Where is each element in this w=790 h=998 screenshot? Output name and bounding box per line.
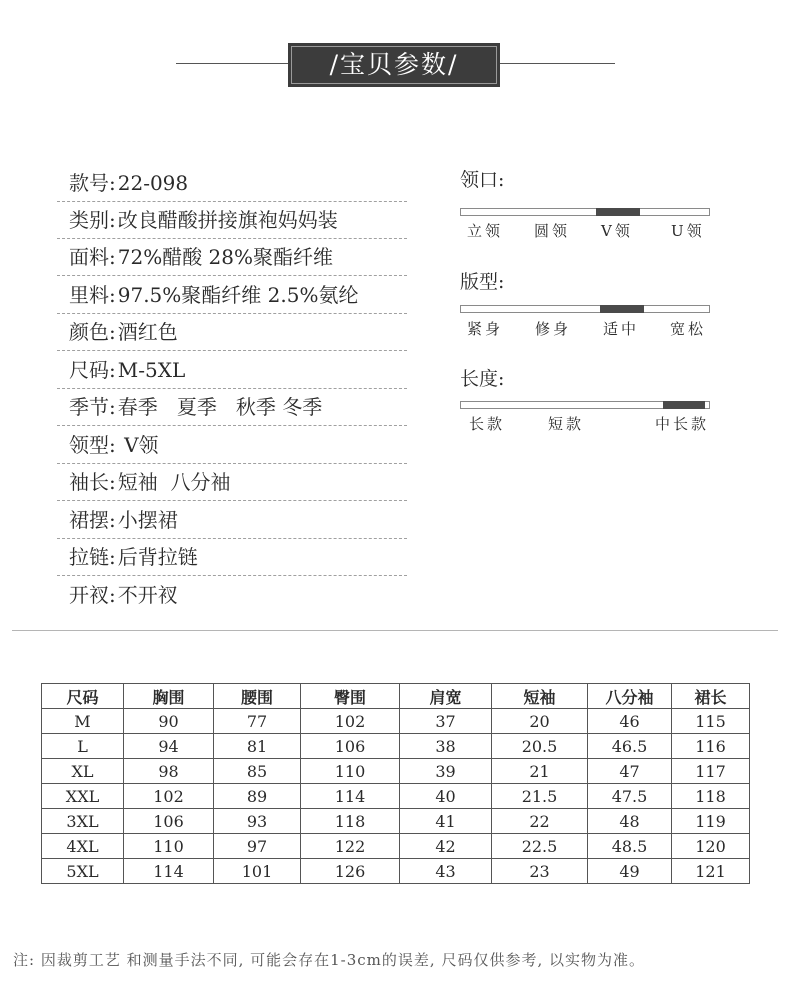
table-cell: 43 (400, 859, 492, 884)
table-cell: 118 (672, 784, 750, 809)
spec-row-slit (57, 577, 407, 614)
table-row (42, 834, 750, 859)
table-row (42, 809, 750, 834)
table-cell: 110 (124, 834, 214, 859)
table-cell: 4XL (42, 834, 124, 859)
table-cell: 98 (124, 759, 214, 784)
spec-label: 类别: (69, 208, 116, 232)
spec-row-zipper (57, 539, 407, 576)
disclaimer-note: 注: 因裁剪工艺 和测量手法不同, 可能会存在1-3cm的误差, 尺码仅供参考, 以实物为准。 (13, 951, 645, 969)
table-cell: 110 (301, 759, 400, 784)
fit-option-label: 紧身 (467, 320, 504, 338)
spec-value: M-5XL (117, 358, 186, 382)
table-cell: M (42, 709, 124, 734)
length-option-label: 长款 (469, 415, 506, 433)
length-option-label: 短款 (548, 415, 585, 433)
spec-row-style-no (57, 165, 407, 202)
collar-title: 领口: (460, 169, 505, 191)
table-header-row (42, 684, 750, 709)
table-cell: 47.5 (588, 784, 672, 809)
table-cell: 21 (492, 759, 588, 784)
table-cell: 48 (588, 809, 672, 834)
table-cell: 38 (400, 734, 492, 759)
table-cell: 48.5 (588, 834, 672, 859)
table-cell: 5XL (42, 859, 124, 884)
spec-label: 款号: (69, 171, 116, 195)
table-cell: 115 (672, 709, 750, 734)
table-cell: 117 (672, 759, 750, 784)
table-cell: 126 (301, 859, 400, 884)
spec-row-fabric (57, 239, 407, 276)
spec-label: 尺码: (69, 358, 116, 382)
spec-value: 22-098 (117, 171, 189, 195)
table-row (42, 709, 750, 734)
fit-title: 版型: (460, 271, 505, 293)
table-cell: 23 (492, 859, 588, 884)
table-cell: 49 (588, 859, 672, 884)
spec-row-category (57, 202, 407, 239)
spec-value: 97.5%聚酯纤维 2.5%氨纶 (117, 283, 359, 307)
table-cell: 22.5 (492, 834, 588, 859)
table-cell: 77 (214, 709, 301, 734)
table-cell: 122 (301, 834, 400, 859)
table-row (42, 859, 750, 884)
table-cell: 89 (214, 784, 301, 809)
header-title: /宝贝参数/ (291, 46, 497, 84)
spec-row-size (57, 352, 407, 389)
table-cell: 46 (588, 709, 672, 734)
table-cell: XXL (42, 784, 124, 809)
spec-label: 领型: (69, 433, 116, 457)
spec-value: 72%醋酸 28%聚酯纤维 (117, 245, 334, 269)
table-cell: 46.5 (588, 734, 672, 759)
column-header: 胸围 (124, 684, 214, 709)
collar-option-label: 圆领 (534, 222, 571, 240)
spec-row-hem (57, 502, 407, 539)
length-option-label: 中长款 (655, 415, 710, 433)
table-cell: 102 (124, 784, 214, 809)
table-cell: 114 (124, 859, 214, 884)
header-line-left (176, 63, 288, 64)
fit-option-label: 修身 (535, 320, 572, 338)
column-header: 短袖 (492, 684, 588, 709)
spec-row-season (57, 389, 407, 426)
spec-label: 面料: (69, 245, 116, 269)
table-cell: 21.5 (492, 784, 588, 809)
table-cell: 119 (672, 809, 750, 834)
table-cell: 81 (214, 734, 301, 759)
table-cell: 20.5 (492, 734, 588, 759)
table-cell: 20 (492, 709, 588, 734)
collar-scale-selected (596, 208, 640, 216)
table-cell: 120 (672, 834, 750, 859)
header-banner (288, 43, 500, 87)
spec-value: 不开衩 (117, 583, 178, 607)
column-header: 裙长 (672, 684, 750, 709)
table-cell: 22 (492, 809, 588, 834)
spec-row-sleeve (57, 464, 407, 501)
table-cell: 106 (301, 734, 400, 759)
table-cell: L (42, 734, 124, 759)
table-cell: 101 (214, 859, 301, 884)
table-cell: 118 (301, 809, 400, 834)
spec-row-color (57, 314, 407, 351)
table-cell: XL (42, 759, 124, 784)
table-cell: 97 (214, 834, 301, 859)
length-title: 长度: (460, 368, 505, 390)
spec-row-lining (57, 277, 407, 314)
spec-label: 裙摆: (69, 508, 116, 532)
spec-label: 拉链: (69, 545, 116, 569)
table-row (42, 734, 750, 759)
spec-label: 季节: (69, 395, 116, 419)
table-cell: 93 (214, 809, 301, 834)
collar-option-label: V领 (601, 222, 633, 240)
spec-value: 小摆裙 (117, 508, 178, 532)
fit-scale (460, 305, 710, 313)
column-header: 臀围 (301, 684, 400, 709)
table-cell: 37 (400, 709, 492, 734)
spec-value: 春季 夏季 秋季 冬季 (117, 395, 323, 419)
fit-scale-selected (600, 305, 644, 313)
column-header: 腰围 (214, 684, 301, 709)
table-cell: 85 (214, 759, 301, 784)
spec-value: 后背拉链 (117, 545, 198, 569)
collar-scale (460, 208, 710, 216)
spec-value: 酒红色 (117, 320, 178, 344)
table-cell: 41 (400, 809, 492, 834)
length-scale (460, 401, 710, 409)
table-cell: 90 (124, 709, 214, 734)
table-cell: 114 (301, 784, 400, 809)
length-scale-selected (663, 401, 705, 409)
spec-value: 短袖 八分袖 (117, 470, 231, 494)
table-cell: 102 (301, 709, 400, 734)
spec-label: 里料: (69, 283, 116, 307)
table-cell: 3XL (42, 809, 124, 834)
table-cell: 121 (672, 859, 750, 884)
header-line-right (500, 63, 615, 64)
table-row (42, 759, 750, 784)
spec-value: 改良醋酸拼接旗袍妈妈装 (117, 208, 338, 232)
table-cell: 94 (124, 734, 214, 759)
table-cell: 39 (400, 759, 492, 784)
column-header: 肩宽 (400, 684, 492, 709)
fit-option-label: 宽松 (670, 320, 707, 338)
collar-option-label: 立领 (467, 222, 504, 240)
spec-label: 袖长: (69, 470, 116, 494)
spec-value: V领 (117, 433, 159, 457)
section-divider (12, 630, 778, 631)
column-header: 八分袖 (588, 684, 672, 709)
spec-label: 颜色: (69, 320, 116, 344)
table-cell: 40 (400, 784, 492, 809)
fit-option-label: 适中 (603, 320, 640, 338)
table-cell: 42 (400, 834, 492, 859)
table-cell: 47 (588, 759, 672, 784)
table-cell: 106 (124, 809, 214, 834)
size-table (41, 683, 750, 884)
collar-option-label: U领 (671, 222, 705, 240)
column-header: 尺码 (42, 684, 124, 709)
table-cell: 116 (672, 734, 750, 759)
table-row (42, 784, 750, 809)
spec-row-collar-type (57, 427, 407, 464)
spec-label: 开衩: (69, 583, 116, 607)
